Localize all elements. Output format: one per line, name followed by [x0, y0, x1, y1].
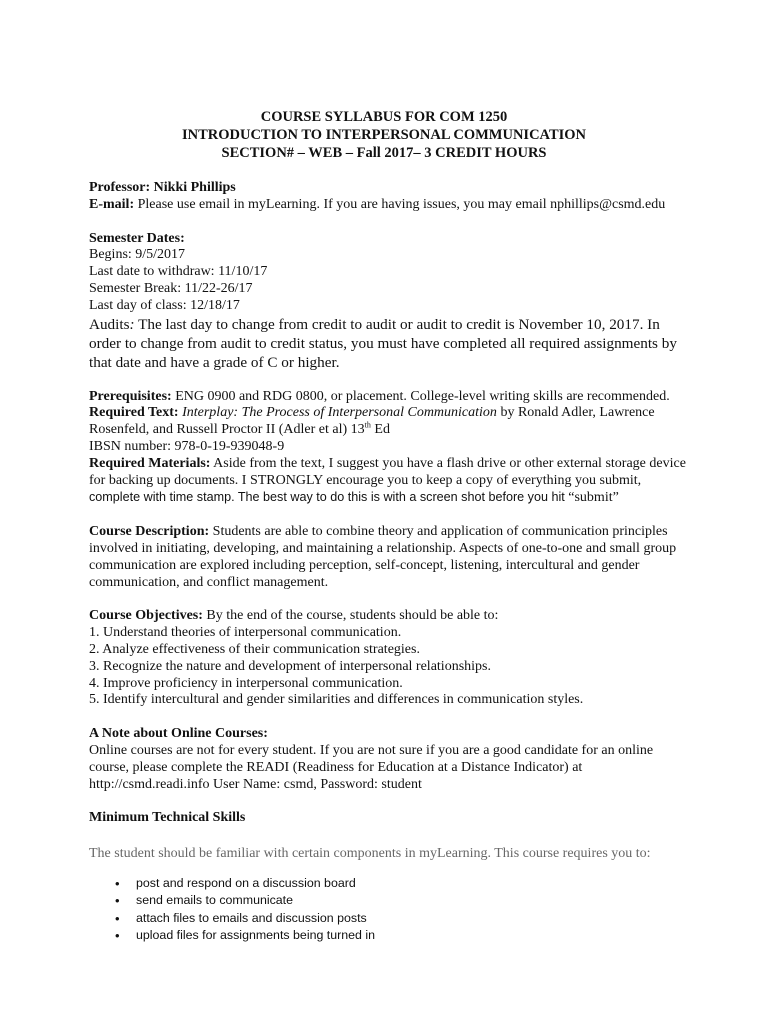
objective-item: 1. Understand theories of interpersonal communication. — [89, 625, 402, 641]
semester-break: Semester Break: 11/22-26/17 — [89, 280, 253, 296]
syllabus-header — [0, 108, 768, 162]
isbn-line: IBSN number: 978-0-19-939048-9 — [89, 438, 285, 454]
syllabus-body — [89, 180, 689, 945]
bullet-icon: • — [115, 893, 120, 909]
email-label: E-mail: — [89, 196, 135, 212]
list-item: • send emails to communicate — [115, 893, 294, 909]
semester-last-day: Last day of class: 12/18/17 — [89, 297, 240, 313]
required-materials-text: Aside from the text, I suggest you have a flash drive or other external storage device for backing up documents. I STRONGLY encourage you to keep a copy of everything you submit, — [89, 455, 686, 488]
email-line — [89, 197, 689, 214]
course-description-label: Course Description: — [89, 524, 210, 540]
submit-quote: “submit” — [568, 490, 619, 506]
audits-paragraph — [89, 315, 689, 372]
prerequisites-line — [89, 389, 689, 406]
required-materials-label: Required Materials: — [89, 455, 211, 471]
email-text: Please use email in myLearning. If you are having issues, you may email nphillips@csmd.edu — [134, 196, 666, 212]
list-item: • attach files to emails and discussion posts — [115, 910, 367, 926]
section-info: SECTION# – WEB – Fall 2017– 3 CREDIT HOURS — [221, 145, 547, 161]
textbook-edition: Ed — [370, 422, 390, 438]
professor-label: Professor: Nikki Phillips — [89, 180, 236, 195]
objective-item: 2. Analyze effectiveness of their communication strategies. — [89, 641, 420, 657]
course-objectives-intro: Course Objectives: By the end of the course, students should be able to: — [89, 608, 499, 624]
online-courses-heading: A Note about Online Courses: — [89, 726, 268, 742]
technical-skills-list — [89, 875, 689, 945]
professor-line — [89, 180, 689, 197]
objective-item: 3. Recognize the nature and development of interpersonal relationships. — [89, 658, 491, 674]
audits-text: The last day to change from credit to audit or audit to credit is November 10, 2017. In order to change from audit to credit status, you must have completed all required assignments by that date and have a grade of C or higher. — [89, 315, 677, 371]
edition-superscript: th — [364, 420, 371, 430]
bullet-icon: • — [115, 875, 120, 891]
bullet-icon: • — [115, 910, 120, 926]
technical-skills-heading: Minimum Technical Skills — [89, 810, 246, 826]
objective-item: 5. Identify intercultural and gender similarities and differences in communication styles. — [89, 692, 584, 708]
prerequisites-text: ENG 0900 and RDG 0800, or placement. College-level writing skills are recommended. — [171, 388, 670, 404]
semester-begins: Begins: 9/5/2017 — [89, 247, 186, 263]
textbook-title: Interplay: The Process of Interpersonal Communication — [182, 405, 497, 421]
required-materials-sans: complete with time stamp. The best way to do this is with a screen shot before you hit — [89, 490, 569, 505]
online-courses-text: Online courses are not for every student. If you are not sure if you are a good candidate for an online course, please complete the READI (Readiness for Education at a Distance Indicator) at http://csmd.readi.info User Name: csmd, Password: student — [89, 742, 654, 792]
course-title: COURSE SYLLABUS FOR COM 1250 — [260, 109, 508, 125]
semester-withdraw: Last date to withdraw: 11/10/17 — [89, 264, 268, 280]
prerequisites-label: Prerequisites: — [89, 388, 172, 404]
course-name: INTRODUCTION TO INTERPERSONAL COMMUNICATION — [181, 127, 587, 143]
technical-skills-intro: The student should be familiar with certain components in myLearning. This course requires you to: — [89, 846, 651, 862]
required-text-label: Required Text: — [89, 405, 179, 421]
required-materials-line — [89, 456, 689, 507]
course-description-text: Students are able to combine theory and application of communication principles involved in initiating, developing, and maintaining a relationship. Aspects of one-to-one and small group communication are explored including perception, self-concept, listening, intercultural and gender communication, and conflict management. — [89, 524, 677, 590]
audits-label: Audits — [89, 315, 130, 333]
semester-dates-heading: Semester Dates: — [89, 230, 185, 246]
list-item: • post and respond on a discussion board — [115, 875, 356, 891]
textbook-authors: by Ronald Adler, Lawrence Rosenfeld, and Russell Proctor II (Adler et al) 13 — [89, 405, 655, 438]
course-description — [89, 524, 689, 591]
bullet-icon: • — [115, 928, 120, 944]
course-objectives-label: Course Objectives: — [89, 608, 203, 624]
objective-item: 4. Improve proficiency in interpersonal communication. — [89, 675, 403, 691]
audits-colon: : — [129, 315, 135, 333]
required-text-line — [89, 405, 689, 439]
list-item: • upload files for assignments being turned in — [115, 928, 376, 944]
